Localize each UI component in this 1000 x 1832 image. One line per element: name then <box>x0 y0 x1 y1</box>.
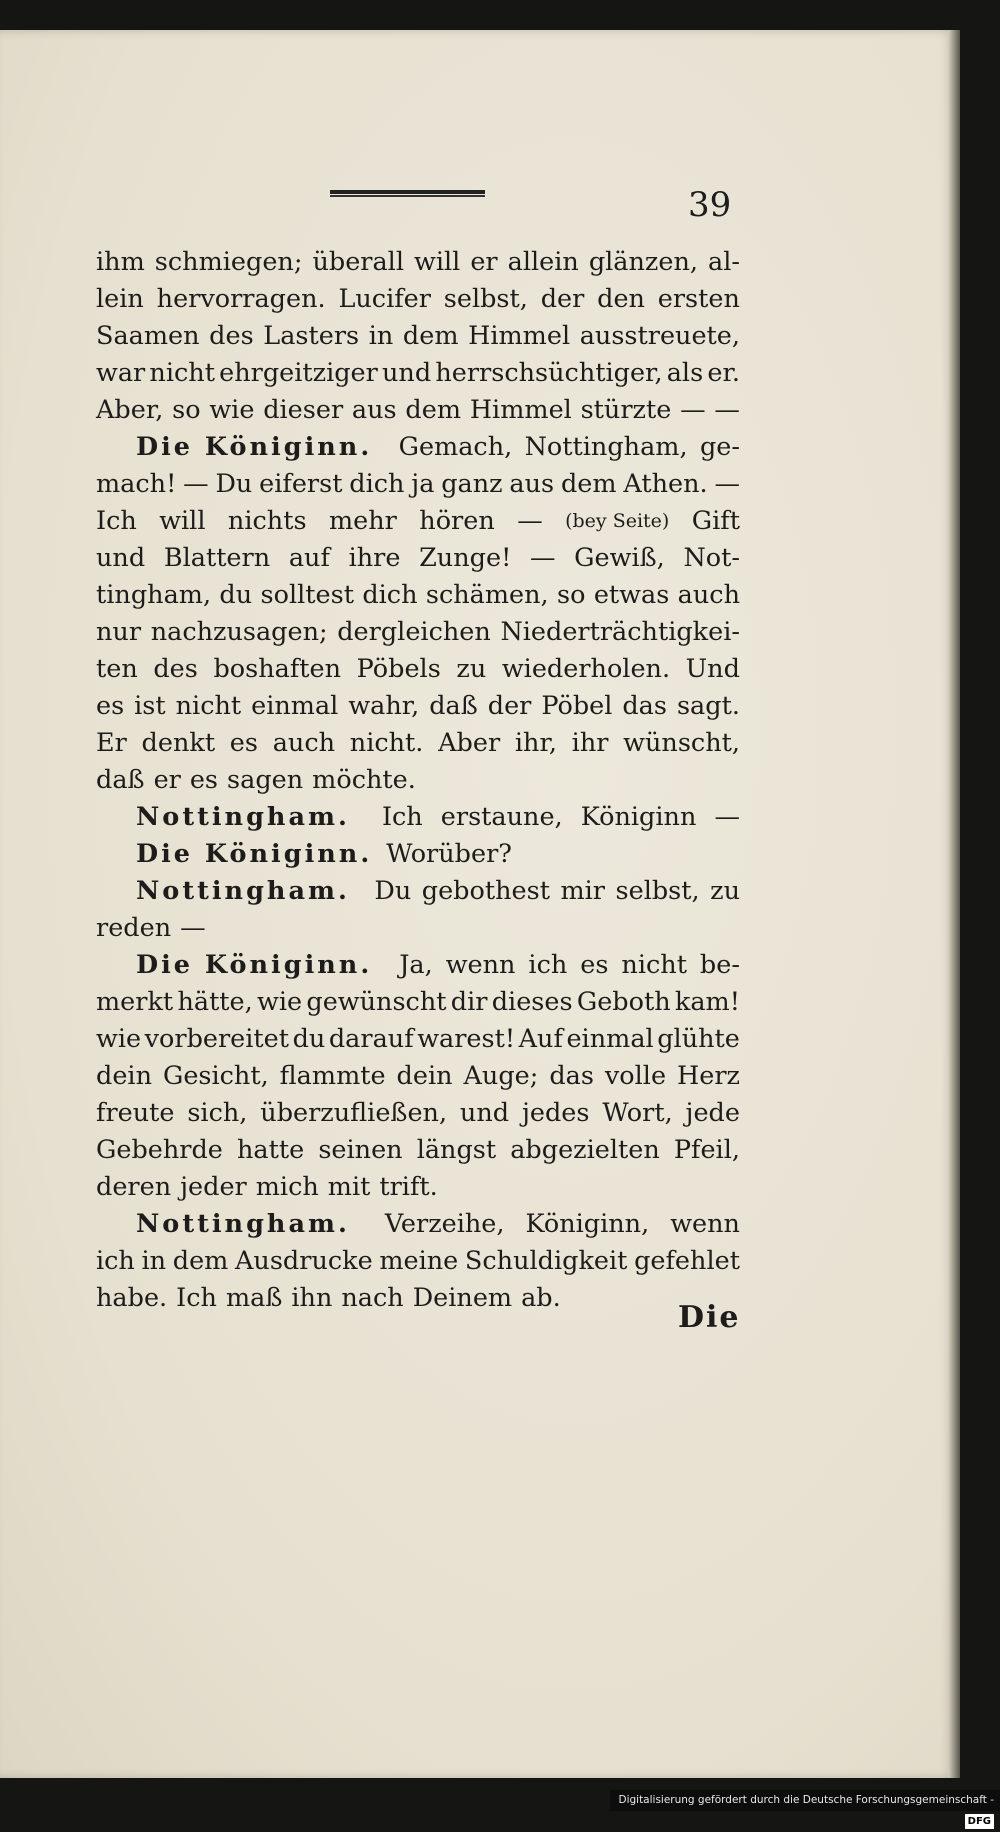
speaker-name: Die Königinn. <box>136 950 373 980</box>
word: warest! <box>417 1024 516 1054</box>
word: möchte. <box>312 765 416 795</box>
word: ich <box>528 950 568 980</box>
word: abgezielten <box>510 1135 660 1165</box>
word: nicht <box>149 358 215 388</box>
word: wenn <box>445 950 516 980</box>
text-line <box>96 873 740 910</box>
word: etwas <box>593 580 670 610</box>
word: ab. <box>521 1283 561 1313</box>
word: Verzeihe, <box>384 1209 505 1239</box>
word: war <box>96 358 146 388</box>
word: solltest <box>260 580 354 610</box>
word: so <box>557 580 586 610</box>
word: Ich <box>176 1283 217 1313</box>
word: des <box>153 654 198 684</box>
word: daß <box>429 691 478 721</box>
text-line <box>96 244 740 281</box>
word: und <box>459 1098 510 1128</box>
word: Gewiß, <box>574 543 665 573</box>
word: hatte <box>237 1135 305 1165</box>
word: sagen <box>227 765 304 795</box>
word: der <box>487 691 532 721</box>
word: Und <box>685 654 740 684</box>
word: deren <box>96 1172 172 1202</box>
text-line <box>96 725 740 762</box>
word: in <box>368 321 394 351</box>
word: Lucifer <box>338 284 431 314</box>
word: nachzusagen; <box>150 617 328 647</box>
word: selbst, <box>615 876 700 906</box>
word: Schuldigkeit <box>464 1246 628 1276</box>
word: nicht <box>175 691 242 721</box>
word: Lasters <box>263 321 360 351</box>
word: auf <box>288 543 330 573</box>
word: Auge; <box>463 1061 539 1091</box>
word: Nottingham, <box>524 432 688 462</box>
word: mehr <box>328 506 397 536</box>
page-edge <box>948 30 960 1778</box>
word: Himmel <box>469 395 572 425</box>
word: ja <box>411 469 435 499</box>
word: Ich <box>381 802 423 832</box>
word: mach! <box>96 469 177 499</box>
word: Himmel <box>468 321 571 351</box>
word: er <box>470 247 498 277</box>
word: will <box>414 247 461 277</box>
word: schmiegen; <box>154 247 303 277</box>
word: be- <box>699 950 740 980</box>
word: flammte <box>279 1061 386 1091</box>
text-line <box>96 1058 740 1095</box>
word: erstaune, <box>440 802 563 832</box>
word: dem <box>560 469 617 499</box>
word: so <box>172 395 201 425</box>
word: Geboth <box>576 987 671 1017</box>
word: wie <box>96 1024 142 1054</box>
word: wünscht, <box>623 728 740 758</box>
word: Niederträchtigkei- <box>500 617 740 647</box>
word: stürzte <box>580 395 672 425</box>
word: dich <box>349 469 405 499</box>
word: ganz <box>441 469 503 499</box>
word: maß <box>225 1283 283 1313</box>
word: herrschsüchtiger, <box>435 358 663 388</box>
word: und <box>382 358 432 388</box>
word: boshaften <box>213 654 342 684</box>
word: den <box>597 284 645 314</box>
text-line <box>96 614 740 651</box>
word: nach <box>341 1283 404 1313</box>
word: das <box>549 1061 594 1091</box>
word: und <box>96 543 146 573</box>
word: mich <box>255 1172 319 1202</box>
word: — <box>714 802 740 832</box>
word: es <box>189 765 219 795</box>
word: dein <box>96 1061 152 1091</box>
word: meine <box>379 1246 459 1276</box>
word: kam! <box>674 987 740 1017</box>
word: wahr, <box>348 691 420 721</box>
word: Pfeil, <box>673 1135 740 1165</box>
word: dem <box>402 321 459 351</box>
stage-direction: (bey Seite) <box>565 510 670 532</box>
word: Ja, <box>399 950 433 980</box>
text-line <box>96 688 740 725</box>
speaker-name: Nottingham. <box>136 876 350 906</box>
text-line <box>96 910 740 947</box>
dfg-logo: DFG <box>965 1814 994 1829</box>
word: eiferst <box>259 469 343 499</box>
word: ten <box>96 654 138 684</box>
text-line <box>96 651 740 688</box>
word: ich <box>96 1246 135 1276</box>
word: hätte, <box>177 987 253 1017</box>
word: Gesicht, <box>162 1061 269 1091</box>
word: nichts <box>227 506 307 536</box>
text-line <box>96 429 740 466</box>
text-line <box>96 762 740 799</box>
text-line <box>96 392 740 429</box>
word: es <box>96 691 125 721</box>
word: gebothest <box>421 876 550 906</box>
word: dieser <box>263 395 344 425</box>
text-line <box>96 577 740 614</box>
word: zu <box>710 876 740 906</box>
word: glänzen, <box>588 247 698 277</box>
word: Ich <box>96 506 137 536</box>
word: nicht <box>621 950 687 980</box>
text-line <box>96 1021 740 1058</box>
word: als <box>666 358 704 388</box>
word: dem <box>405 395 462 425</box>
word: Blattern <box>163 543 271 573</box>
word: gewünscht <box>306 987 447 1017</box>
word: überzufließen, <box>260 1098 448 1128</box>
word: dich <box>362 580 418 610</box>
speaker-name: Die Königinn. <box>136 839 373 869</box>
word: seinen <box>318 1135 403 1165</box>
word: ihn <box>291 1283 333 1313</box>
word: aus <box>509 469 555 499</box>
word: ehrgeitziger <box>219 358 378 388</box>
word: Wort, <box>602 1098 673 1128</box>
word: ge- <box>699 432 740 462</box>
word: Er <box>96 728 127 758</box>
footer-text: Digitalisierung gefördert durch die Deutsche Forschungsgemeinschaft - <box>618 1794 994 1806</box>
word: dergleichen <box>337 617 491 647</box>
word: sagt. <box>676 691 740 721</box>
text-line <box>96 799 740 836</box>
word: ihr <box>571 728 609 758</box>
word: mir <box>560 876 605 906</box>
word: Gift <box>691 506 740 536</box>
word: Auf <box>518 1024 563 1054</box>
body-text <box>96 244 740 1317</box>
word: jedes <box>521 1098 590 1128</box>
word: ihre <box>348 543 401 573</box>
word: er. <box>707 358 740 388</box>
word: volle <box>604 1061 667 1091</box>
word: al- <box>708 247 740 277</box>
text-line <box>96 1169 740 1206</box>
text-line <box>96 503 740 540</box>
word: dem <box>172 1246 229 1276</box>
page-number: 39 <box>688 185 732 225</box>
word: Aber, <box>96 395 164 425</box>
word: es <box>229 728 258 758</box>
word: Athen. <box>623 469 708 499</box>
word: allein <box>507 247 579 277</box>
text-line <box>96 947 740 984</box>
word: wenn <box>670 1209 740 1239</box>
word: Ausdrucke <box>235 1246 373 1276</box>
word: selbst, <box>443 284 528 314</box>
word: — <box>180 913 206 943</box>
word: dieses <box>491 987 573 1017</box>
word: hervorragen. <box>156 284 326 314</box>
word: schämen, <box>425 580 549 610</box>
word: will <box>159 506 206 536</box>
word: Not- <box>683 543 740 573</box>
word: jeder <box>180 1172 247 1202</box>
speaker-name: Nottingham. <box>136 802 350 832</box>
word: jede <box>685 1098 740 1128</box>
word: zu <box>456 654 487 684</box>
word: hören <box>419 506 495 536</box>
word: Pöbels <box>356 654 441 684</box>
text-line <box>96 1206 740 1243</box>
word: längst <box>416 1135 497 1165</box>
text-line <box>96 1243 740 1280</box>
word: daß <box>96 765 145 795</box>
word: Saamen <box>96 321 200 351</box>
text-line <box>96 836 740 873</box>
word: Pöbel <box>541 691 613 721</box>
catchword: Die <box>678 1300 741 1335</box>
word: darauf <box>328 1024 414 1054</box>
word: das <box>622 691 667 721</box>
word: — <box>714 395 740 425</box>
word: auch <box>677 580 740 610</box>
text-line <box>96 1095 740 1132</box>
footer-credit <box>610 1790 1000 1827</box>
word: Du <box>215 469 253 499</box>
word: ihm <box>96 247 145 277</box>
word: überall <box>312 247 404 277</box>
text-line <box>96 1132 740 1169</box>
word: habe. <box>96 1283 168 1313</box>
word: tingham, <box>96 580 212 610</box>
text-line <box>96 466 740 503</box>
word: nur <box>96 617 142 647</box>
word: nicht. <box>349 728 424 758</box>
word: gefehlet <box>634 1246 740 1276</box>
word: ausstreuete, <box>579 321 740 351</box>
text-line <box>96 984 740 1021</box>
word: wiederholen. <box>501 654 671 684</box>
word: auch <box>272 728 336 758</box>
word: in <box>141 1246 167 1276</box>
word: sich, <box>187 1098 248 1128</box>
word: lein <box>96 284 144 314</box>
word: er <box>153 765 181 795</box>
word: Königinn <box>580 802 697 832</box>
word: Du <box>374 876 412 906</box>
word: aus <box>351 395 397 425</box>
word: Zunge! <box>419 543 512 573</box>
word: Deinem <box>412 1283 513 1313</box>
word: trift. <box>379 1172 438 1202</box>
word: glühte <box>657 1024 740 1054</box>
speaker-name: Nottingham. <box>136 1209 350 1239</box>
header-rule <box>330 190 485 197</box>
word: des <box>209 321 254 351</box>
word: — <box>517 506 543 536</box>
word: Worüber? <box>386 839 512 869</box>
word: ersten <box>657 284 740 314</box>
word: mit <box>327 1172 371 1202</box>
word: ihr, <box>514 728 557 758</box>
word: der <box>540 284 585 314</box>
word: wie <box>209 395 255 425</box>
word: — <box>680 395 706 425</box>
text-line <box>96 540 740 577</box>
text-line <box>96 1280 740 1317</box>
word: — <box>714 469 740 499</box>
word: Aber <box>438 728 501 758</box>
word: Herz <box>677 1061 740 1091</box>
word: du <box>219 580 253 610</box>
word: dein <box>396 1061 453 1091</box>
text-line <box>96 318 740 355</box>
word: du <box>292 1024 326 1054</box>
word: vorbereitet <box>144 1024 290 1054</box>
word: Gebehrde <box>96 1135 223 1165</box>
word: wie <box>257 987 303 1017</box>
word: — <box>530 543 556 573</box>
speaker-name: Die Königinn. <box>136 432 373 462</box>
word: — <box>183 469 209 499</box>
word: Königinn, <box>525 1209 650 1239</box>
word: merkt <box>96 987 174 1017</box>
word: Gemach, <box>398 432 513 462</box>
text-line <box>96 281 740 318</box>
text-line <box>96 355 740 392</box>
word: einmal <box>566 1024 654 1054</box>
word: es <box>580 950 609 980</box>
word: freute <box>96 1098 175 1128</box>
word: ist <box>134 691 166 721</box>
word: denkt <box>141 728 216 758</box>
word: reden <box>96 913 172 943</box>
word: einmal <box>251 691 339 721</box>
word: dir <box>450 987 488 1017</box>
